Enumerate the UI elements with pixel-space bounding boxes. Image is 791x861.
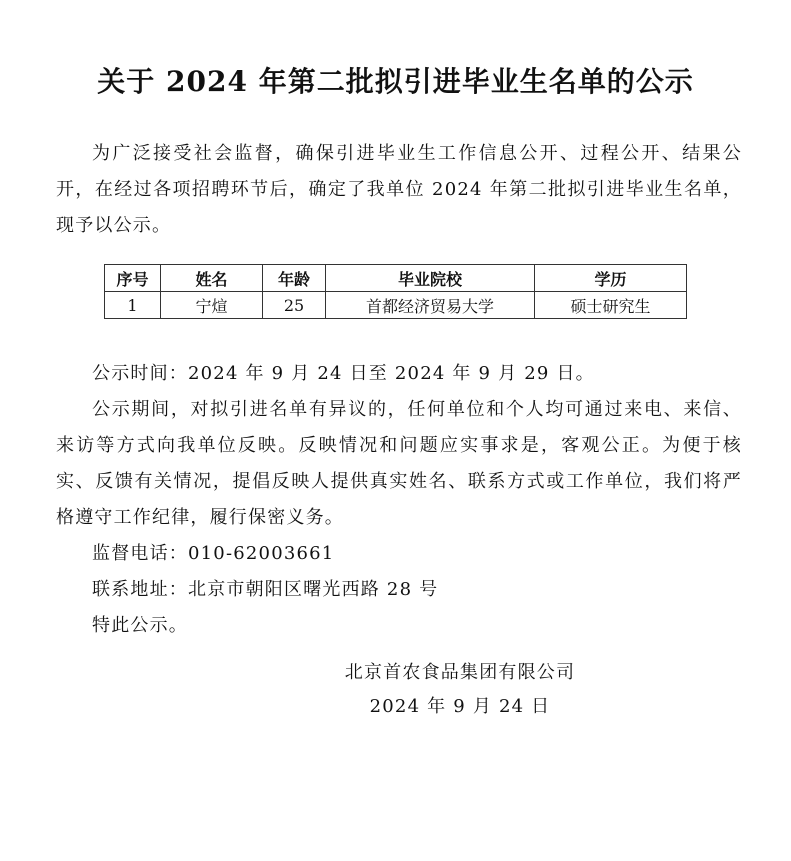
table-row — [105, 292, 687, 319]
table-header-row — [105, 265, 687, 292]
cell-school: 首都经济贸易大学 — [326, 292, 535, 319]
header-name: 姓名 — [161, 265, 263, 292]
cell-degree: 硕士研究生 — [535, 292, 687, 319]
cell-name: 宁煊 — [161, 292, 263, 319]
notice-period: 公示时间：2024 年 9 月 24 日至 2024 年 9 月 29 日。 — [92, 363, 595, 384]
header-seq: 序号 — [105, 265, 161, 292]
notice-address: 联系地址：北京市朝阳区曙光西路 28 号 — [92, 579, 439, 600]
signature-block — [320, 656, 600, 724]
signature-date: 2024 年 9 月 24 日 — [369, 696, 551, 717]
graduate-table — [104, 264, 687, 319]
notice-closing: 特此公示。 — [92, 615, 188, 636]
header-degree: 学历 — [535, 265, 687, 292]
notice-body — [56, 356, 742, 644]
page-title: 关于 2024 年第二批拟引进毕业生名单的公示 — [97, 65, 694, 98]
header-age: 年龄 — [263, 265, 326, 292]
signature-org: 北京首农食品集团有限公司 — [344, 662, 576, 683]
notice-phone: 监督电话：010-62003661 — [92, 543, 335, 564]
header-school: 毕业院校 — [326, 265, 535, 292]
cell-seq: 1 — [105, 292, 161, 319]
notice-objection: 公示期间，对拟引进名单有异议的，任何单位和个人均可通过来电、来信、来访等方式向我单位反映。反映情况和问题应实事求是，客观公正。为便于核实、反馈有关情况，提倡反映人提供真实姓名、联系方式或工作单位，我们将严格遵守工作纪律，履行保密义务。 — [56, 399, 742, 528]
cell-age: 25 — [263, 292, 326, 319]
intro-paragraph: 为广泛接受社会监督，确保引进毕业生工作信息公开、过程公开、结果公开，在经过各项招聘环节后，确定了我单位 2024 年第二批拟引进毕业生名单，现予以公示。 — [56, 143, 742, 236]
